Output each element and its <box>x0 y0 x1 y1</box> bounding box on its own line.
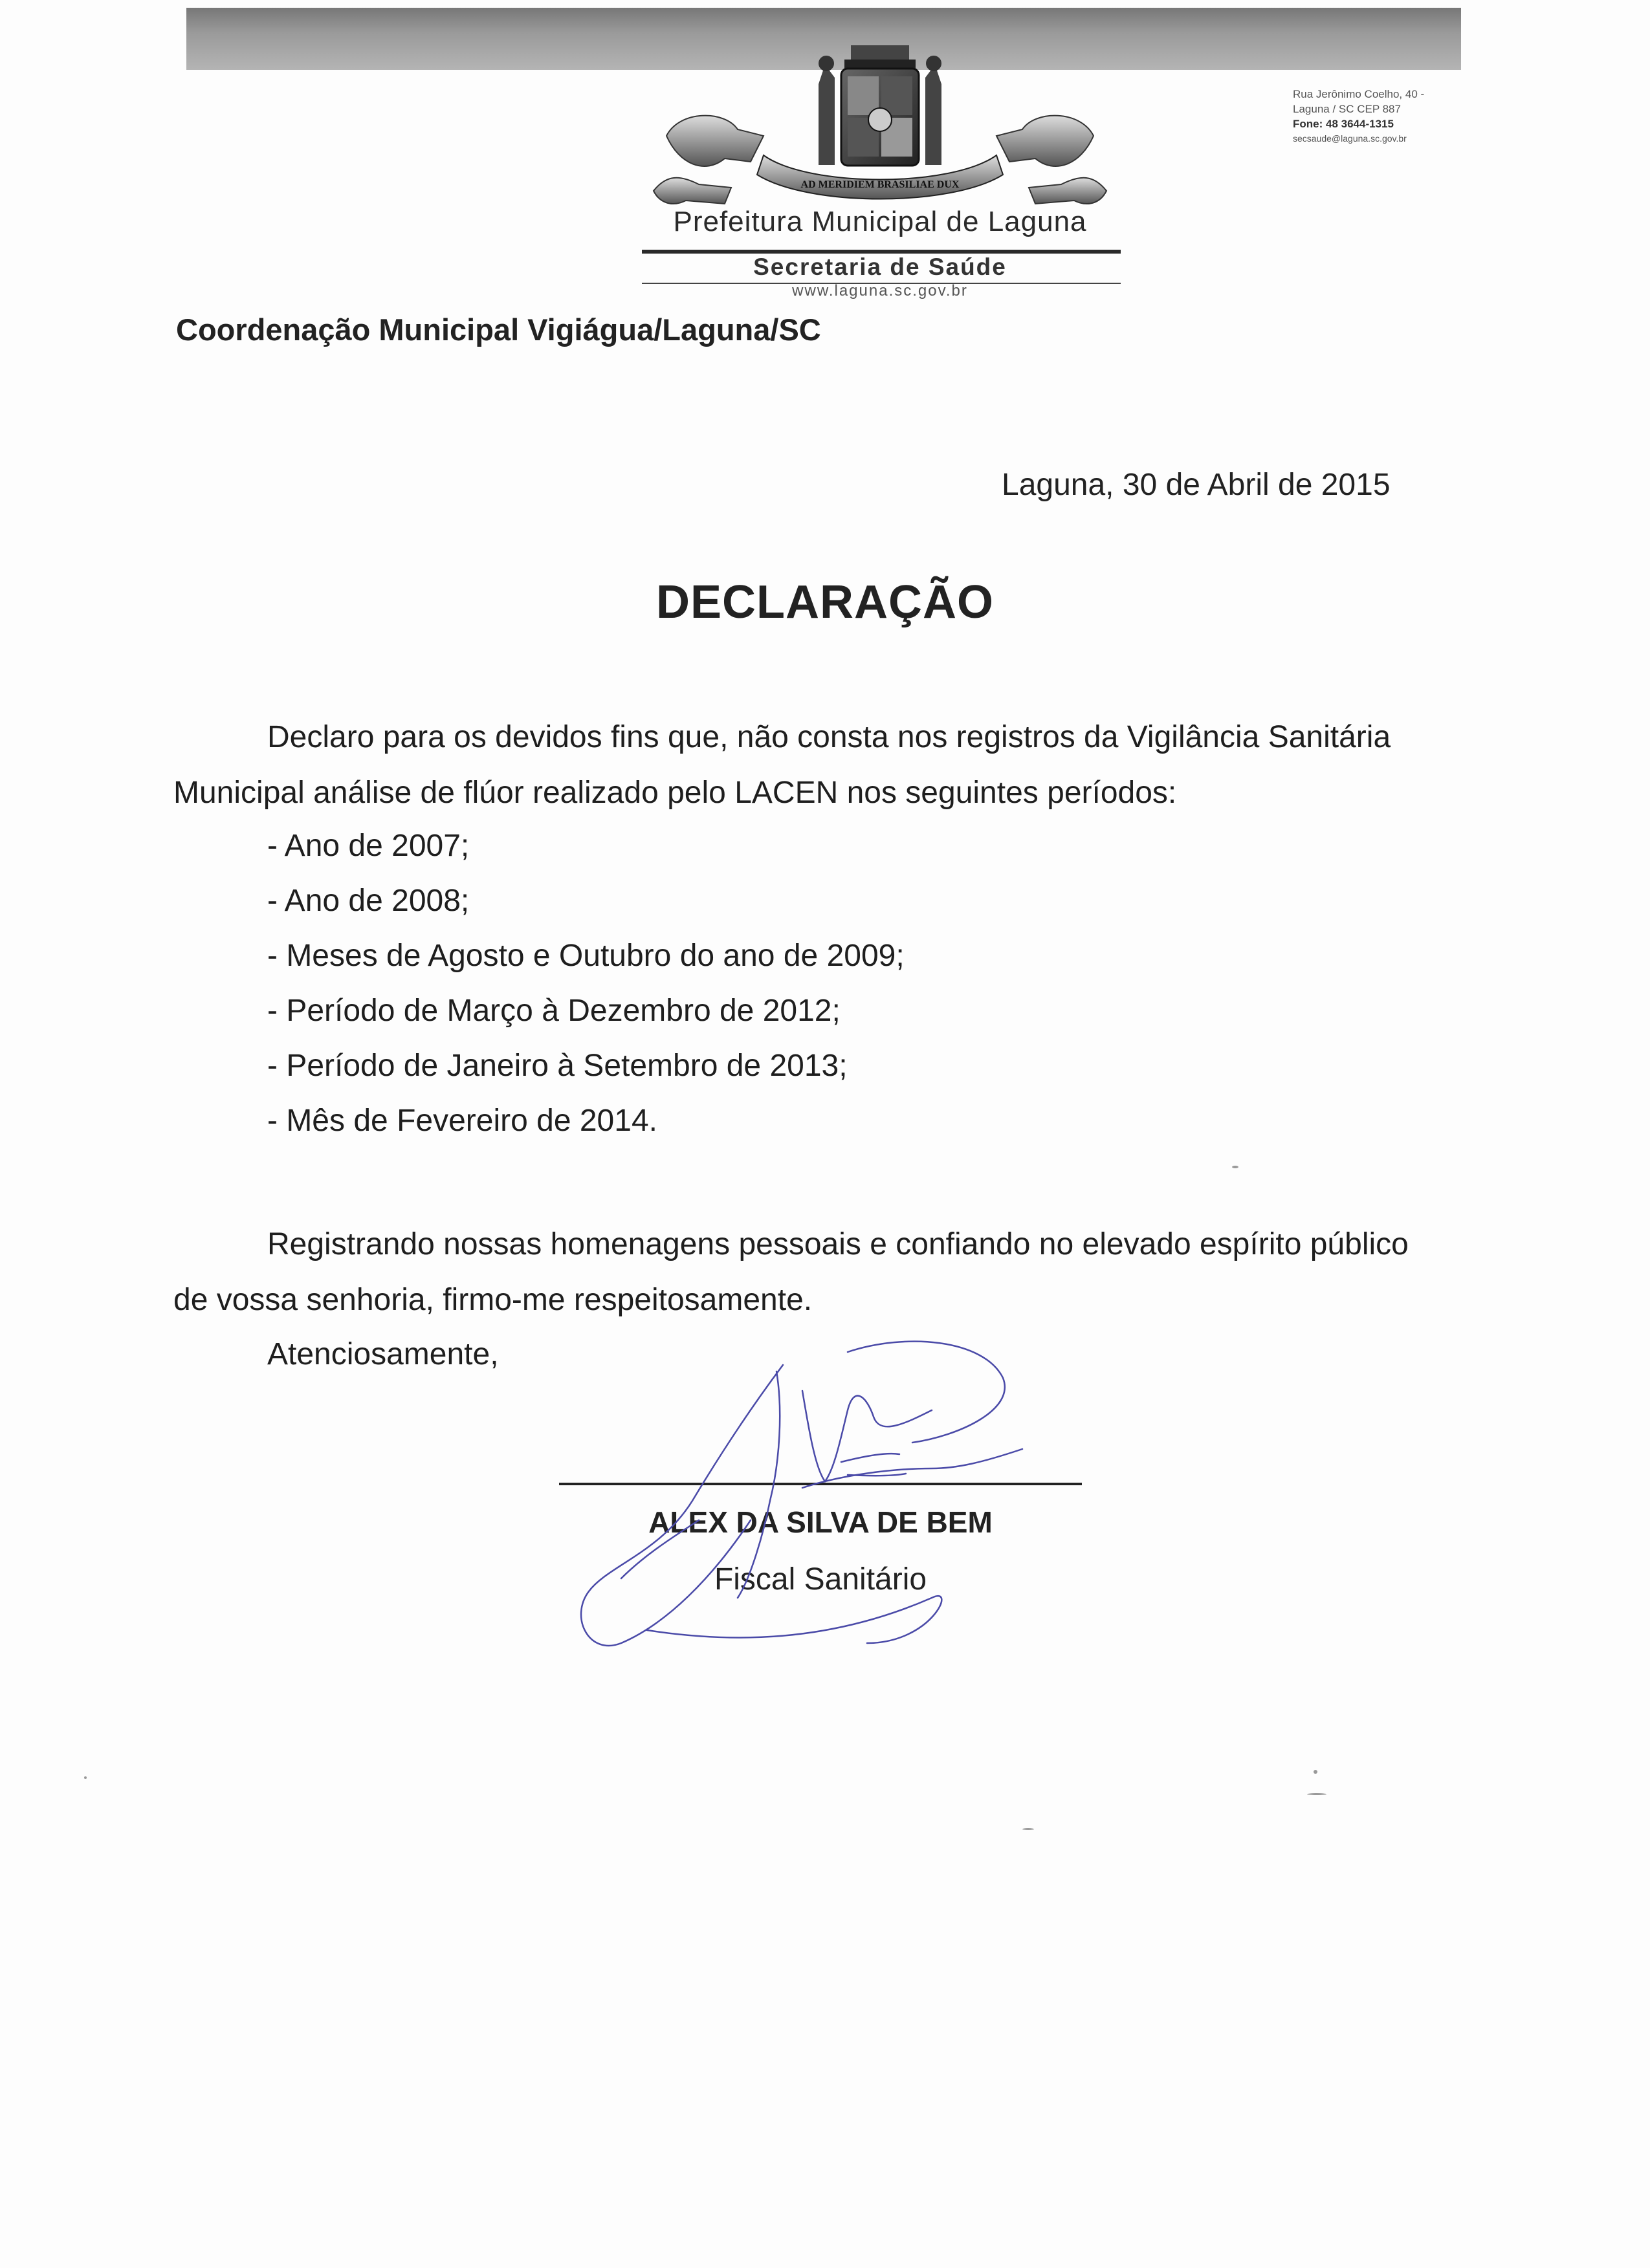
city-line: Laguna / SC CEP 887 <box>1293 103 1401 115</box>
scan-speck <box>84 1776 87 1779</box>
periods-list <box>267 829 905 1159</box>
list-item: - Mês de Fevereiro de 2014. <box>267 1104 657 1138</box>
department-name: Secretaria de Saúde <box>753 254 1007 280</box>
scan-speck <box>1232 1166 1238 1168</box>
crest-motto: AD MERIDIEM BRASILIAE DUX <box>800 179 960 190</box>
signature-strokes <box>581 1342 1022 1646</box>
list-item: - Ano de 2007; <box>267 829 470 863</box>
coat-of-arms-logo <box>641 26 1119 233</box>
signer-role: Fiscal Sanitário <box>714 1562 927 1597</box>
signer-name: ALEX DA SILVA DE BEM <box>648 1505 993 1539</box>
scan-speck <box>1022 1828 1034 1830</box>
list-item: - Período de Março à Dezembro de 2012; <box>267 994 841 1028</box>
scan-speck <box>1314 1770 1317 1774</box>
address-line: Rua Jerônimo Coelho, 40 - <box>1293 88 1425 100</box>
list-item: - Período de Janeiro à Setembro de 2013; <box>267 1049 848 1083</box>
date-line: Laguna, 30 de Abril de 2015 <box>1002 468 1391 502</box>
scan-speck <box>1307 1793 1326 1795</box>
phone-line: Fone: 48 3644-1315 <box>1293 118 1394 130</box>
email-line: secsaude@laguna.sc.gov.br <box>1293 133 1407 144</box>
closing-text: Atenciosamente, <box>267 1337 499 1371</box>
list-item: - Ano de 2008; <box>267 884 470 918</box>
website-text: www.laguna.sc.gov.br <box>792 282 968 300</box>
paragraph-line: Municipal análise de flúor realizado pelo LACEN nos seguintes períodos: <box>173 776 1177 810</box>
handwritten-signature <box>569 1307 1061 1669</box>
org-name: Prefeitura Municipal de Laguna <box>673 206 1087 237</box>
paragraph-line: Declaro para os devidos fins que, não consta nos registros da Vigilância Sanitária <box>267 720 1391 754</box>
coordination-heading: Coordenação Municipal Vigiágua/Laguna/SC <box>176 312 821 347</box>
document-title: DECLARAÇÃO <box>656 576 994 628</box>
list-item: - Meses de Agosto e Outubro do ano de 2009; <box>267 939 905 973</box>
contact-block <box>1293 87 1468 146</box>
paragraph-line: Registrando nossas homenagens pessoais e confiando no elevado espírito público <box>267 1227 1409 1261</box>
paragraph-line: de vossa senhoria, firmo-me respeitosamente. <box>173 1283 813 1317</box>
